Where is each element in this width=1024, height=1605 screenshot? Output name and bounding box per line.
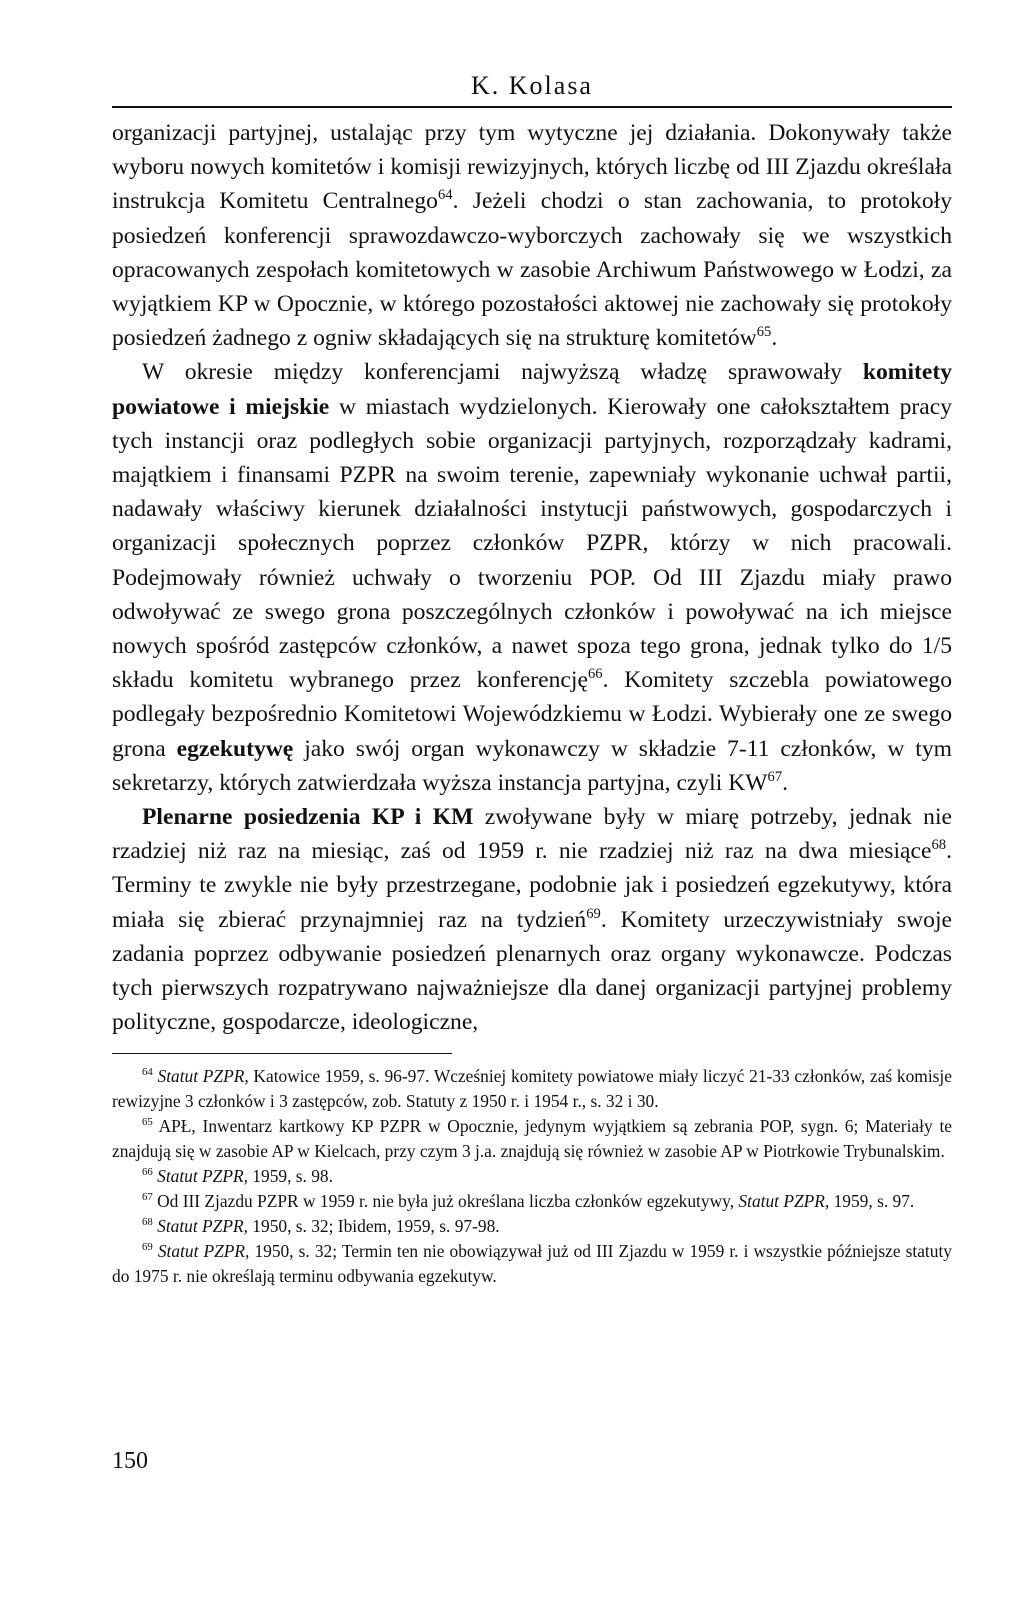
footnote-64 (112, 1064, 952, 1114)
footnote-italic-title: Statut PZPR, (157, 1066, 249, 1087)
p2-text-4: jako swój organ wykonawczy w składzie 7-11 członków, w tym sekretarzy, których zatwierdzała wyższa instancja partyjna, czyli KW (112, 735, 953, 796)
footnote-separator (112, 1053, 452, 1054)
p1-text-1: organizacji partyjnej, ustalając przy tym wytyczne jej działania. Dokonywały także wyboru nowych komitetów i komisji rewizyjnych, których liczbę od III Zjazdu określała instrukcja Komitetu Centralnego (112, 120, 952, 215)
footnote-ref-69: 69 (586, 905, 601, 922)
footnote-text: 1950, s. 32; Termin ten nie obowiązywał już od III Zjazdu w 1959 r. i wszystkie późniejsze statuty do 1975 r. nie określają terminu odbywania egzekutyw. (112, 1241, 952, 1287)
p3-bold-term: Plenarne posiedzenia KP i KM (142, 804, 474, 831)
footnote-67 (112, 1189, 952, 1214)
footnote-ref-66: 66 (587, 666, 603, 683)
footnote-66 (112, 1164, 952, 1189)
p2-bold-term-2: egzekutywę (176, 735, 294, 762)
footnote-65 (112, 1114, 952, 1164)
footnote-text: 1959, s. 98. (247, 1166, 333, 1187)
book-page (112, 70, 953, 1474)
p2-text-5: . (782, 769, 789, 796)
footnote-italic-title: Statut PZPR, (157, 1241, 250, 1262)
p2-bold-term-1: komitety powiatowe i miejskie (112, 359, 952, 420)
footnote-italic-title: Statut PZPR, (157, 1166, 248, 1187)
main-text (112, 116, 952, 1039)
p3-text-3: . Komitety urzeczywistniały swoje zadania poprzez odbywanie posiedzeń plenarnych oraz organy wykonawcze. Podczas tych pierwszych rozpatrywano najważniejsze dla danej organizacji partyjnej problemy polityczne, gospodarcze, ideologiczne, (112, 906, 952, 1036)
p3-text-1: zwoływane były w miarę potrzeby, jednak nie rzadziej niż raz na miesiąc, zaś od 1959 r. nie rzadziej niż raz na dwa miesiące (112, 804, 952, 865)
footnote-number: 66 (142, 1166, 153, 1179)
p1-text-3: . (771, 325, 778, 352)
footnote-ref-67: 67 (767, 769, 783, 785)
p2-text-2: w miastach wydzielonych. Kierowały one całokształtem pracy tych instancji oraz podległych sobie organizacji partyjnych, rozporządzały kadrami, majątkiem i finansami PZPR na swoim terenie, zapewniały wykonanie uchwał partii, nadawały właściwy kierunek działalności instytucji państwowych, gospodarczych i organizacji społecznych poprzez członków PZPR, którzy w nich pracowali. Podejmowały również uchwały o tworzeniu POP. Od III Zjazdu miały prawo odwoływać ze swego grona poszczególnych członków i powoływać na ich miejsce nowych spośród zastępców członków, a nawet spoza tego grona, jednak tylko do 1/5 składu komitetu wybranego przez konferencję (112, 393, 952, 694)
footnote-ref-65: 65 (756, 324, 772, 341)
footnote-text: Od III Zjazdu PZPR w 1959 r. nie była już określana liczba członków egzekutywy, (152, 1191, 739, 1212)
footnote-text: APŁ, Inwentarz kartkowy KP PZPR w Opocznie, jedynym wyjątkiem są zebrania POP, sygn. 6; Materiały te znajdują się w zasobie AP w Kielcach, przy czym 3 j.a. znajdują się również w zasobie AP w Piotrkowie Trybunalskim. (112, 1116, 952, 1162)
p2-text-3: . Komitety szczebla powiatowego podlegały bezpośrednio Komitetowi Wojewódzkiemu w Łodzi. Wybierały one ze swego grona (112, 667, 952, 762)
footnote-ref-68: 68 (931, 837, 947, 854)
paragraph-3 (112, 800, 952, 1039)
footnote-italic-title: Statut PZPR, (738, 1191, 830, 1212)
footnote-text: Katowice 1959, s. 96-97. Wcześniej komitety powiatowe miały liczyć 21-33 członków, zaś komisje rewizyjne 3 członków i 3 zastępców, zob. Statuty z 1950 r. i 1954 r., s. 32 i 30. (112, 1066, 952, 1112)
footnotes (112, 1064, 952, 1289)
footnote-ref-64: 64 (437, 187, 453, 204)
footnote-text: 1950, s. 32; Ibidem, 1959, s. 97-98. (247, 1216, 500, 1237)
paragraph-2 (112, 355, 952, 800)
header-rule (112, 106, 952, 108)
paragraph-1 (112, 116, 952, 355)
footnote-number: 68 (142, 1216, 153, 1229)
footnote-69 (112, 1239, 952, 1289)
footnote-number: 69 (142, 1241, 153, 1254)
p2-text-1: W okresie między konferencjami najwyższą władzę sprawowały (142, 359, 863, 386)
footnote-68 (112, 1214, 952, 1239)
footnote-italic-title: Statut PZPR, (157, 1216, 248, 1237)
p1-text-2: . Jeżeli chodzi o stan zachowania, to protokoły posiedzeń konferencji sprawozdawczo-wyborczych zachowały się we wszystkich opracowanych zespołach komitetowych w zasobie Archiwum Państwowego w Łodzi, za wyjątkiem KP w Opocznie, w którego pozostałości aktowej nie zachowały się protokoły posiedzeń żadnego z ogniw składających się na strukturę komitetów (112, 188, 953, 352)
running-head-author: K. Kolasa (471, 71, 593, 100)
p3-text-2: . Terminy te zwykle nie były przestrzegane, podobnie jak i posiedzeń egzekutywy, która miała się zbierać przynajmniej raz na tydzień (112, 838, 952, 933)
footnote-number: 65 (142, 1116, 153, 1129)
footnote-number: 64 (142, 1066, 153, 1079)
footnote-text-2: 1959, s. 97. (829, 1191, 915, 1212)
footnote-number: 67 (142, 1191, 153, 1204)
page-number: 150 (112, 1448, 148, 1474)
